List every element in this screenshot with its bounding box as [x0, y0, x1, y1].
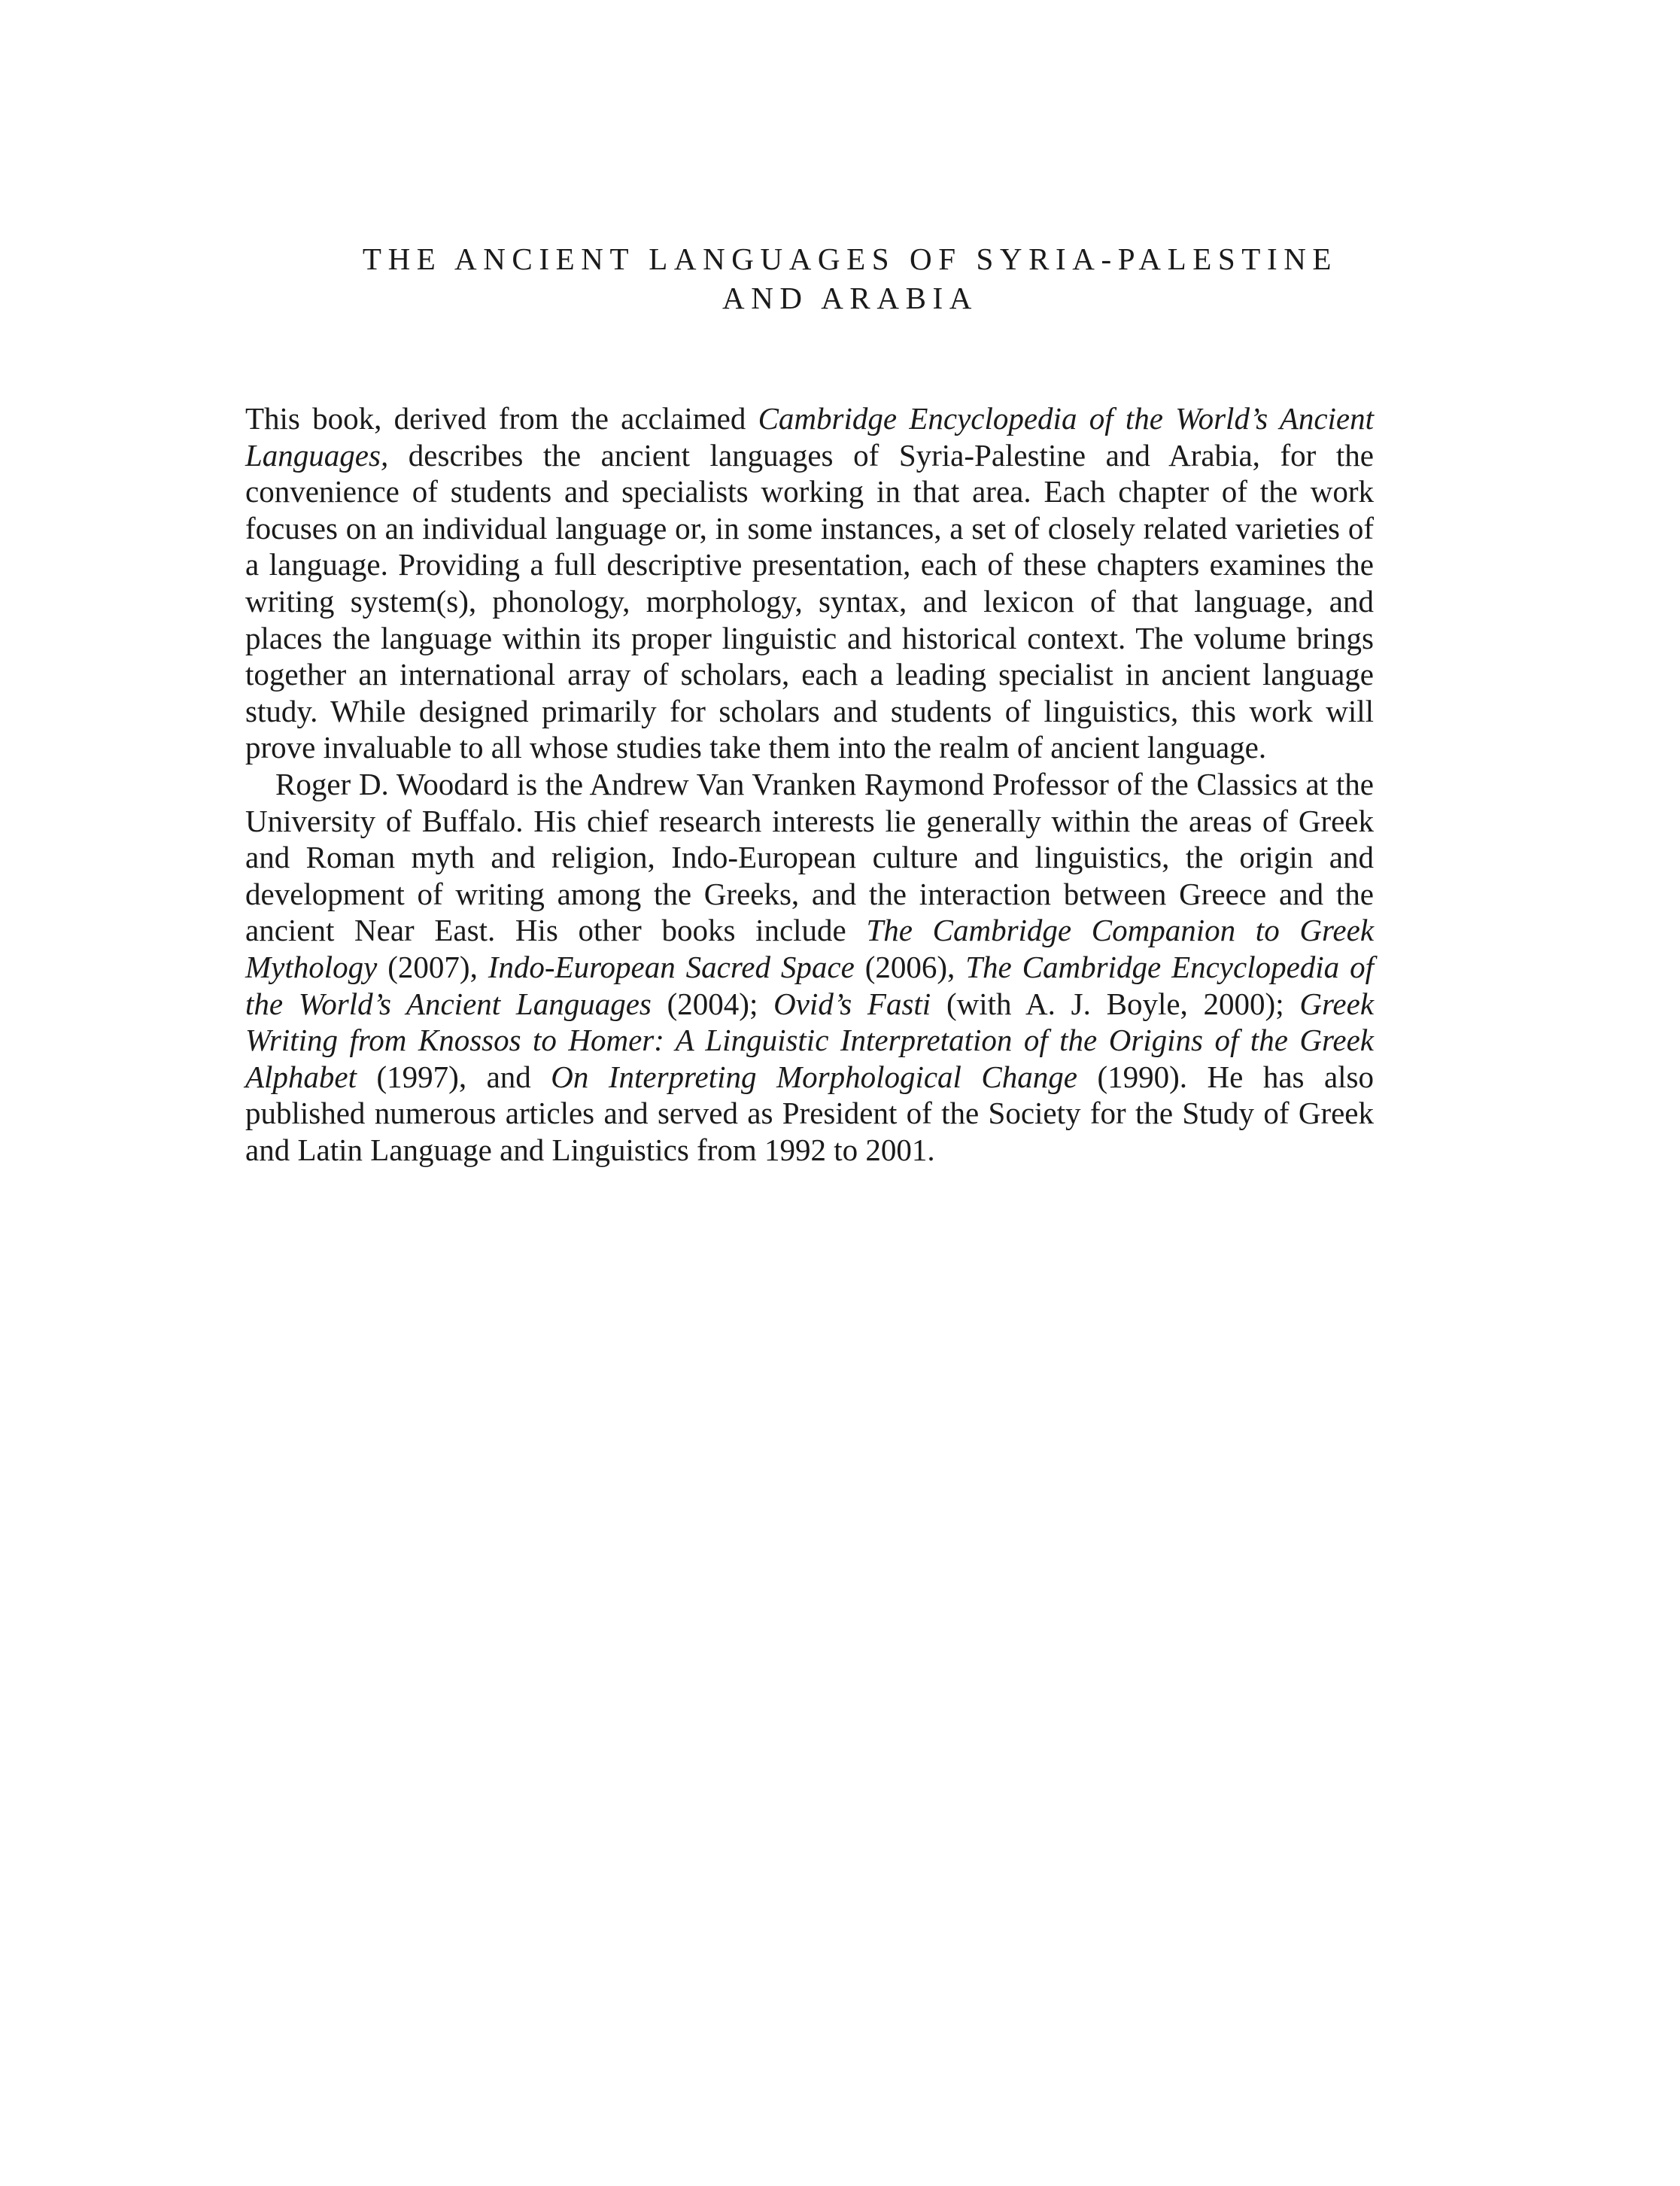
text-run: This book, derived from the acclaimed [245, 401, 758, 436]
text-run: (1997), and [357, 1059, 551, 1094]
book-title-line-1: THE ANCIENT LANGUAGES OF SYRIA-PALESTINE [362, 242, 1338, 276]
author-bio-paragraph [245, 766, 1374, 1169]
book-title-line-2: AND ARABIA [722, 281, 978, 315]
italic-book-title: Cambridge Encyclopedia of the World’s Ancient Languages, [245, 401, 1375, 473]
italic-book-title: Indo-European Sacred Space [488, 949, 855, 984]
italic-book-title: Ovid’s Fasti [773, 986, 931, 1021]
text-run: (1990). He has also published numerous articles and served as President of the Society for the Study of Greek and Latin Language and Linguistics from 1992 to 2001. [245, 1059, 1375, 1167]
book-description [245, 400, 1374, 1168]
italic-book-title: The Cambridge Encyclopedia of the World’s Ancient Languages [245, 949, 1374, 1021]
text-run: describes the ancient languages of Syria-Palestine and Arabia, for the convenience of students and specialists working in that area. Each chapter of the work focuses on an individual language or, in some instances, a set of closely related varieties of a language. Providing a full descriptive presentation, each of these chapters examines the writing system(s), phonology, morphology, syntax, and lexicon of that language, and places the language within its proper linguistic and historical context. The volume brings together an international array of scholars, each a leading specialist in ancient language study. While designed primarily for scholars and students of linguistics, this work will prove invaluable to all whose studies take them into the realm of ancient language. [245, 437, 1374, 765]
text-run: (2004); [651, 986, 774, 1021]
book-title [226, 239, 1475, 318]
text-run: Roger D. Woodard is the Andrew Van Vranken Raymond Professor of the Classics at the University of Buffalo. His chief research interests lie generally within the areas of Greek and Roman myth and religion, Indo-European culture and linguistics, the origin and development of writing among the Greeks, and the interaction between Greece and the ancient Near East. His other books include [245, 766, 1374, 948]
text-run: (2007), [377, 949, 488, 984]
italic-book-title: On Interpreting Morphological Change [551, 1059, 1077, 1094]
italic-book-title: Greek Writing from Knossos to Homer: A Linguistic Interpretation of the Origins of the Greek Alphabet [245, 986, 1375, 1094]
italic-book-title: The Cambridge Companion to Greek Mythology [245, 913, 1375, 984]
text-run: (2006), [854, 949, 966, 984]
description-paragraph [245, 400, 1374, 766]
text-run: (with A. J. Boyle, 2000); [931, 986, 1300, 1021]
